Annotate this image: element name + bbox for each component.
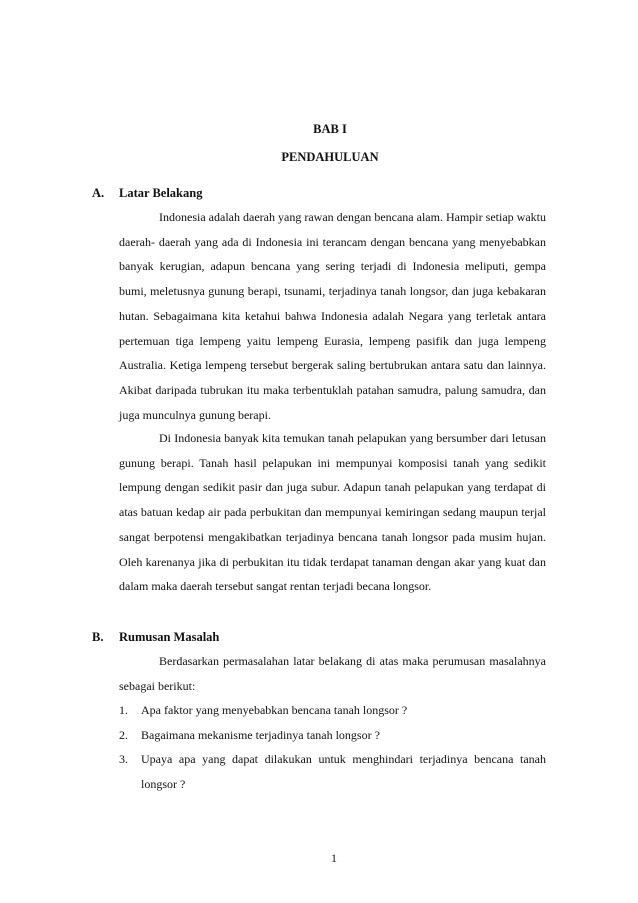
paragraph-rumusan-masalah: Berdasarkan permasalahan latar belakang di atas maka perumusan masalahnya sebagai berikut: xyxy=(119,654,546,693)
chapter-number: BAB I xyxy=(313,122,347,136)
section-heading-latar-belakang xyxy=(92,186,202,201)
chapter-title: PENDAHULUAN xyxy=(281,150,379,164)
list-item-text: Upaya apa yang dapat dilakukan untuk menghindari terjadinya bencana tanah longsor ? xyxy=(141,752,546,792)
section-letter: A. xyxy=(92,186,105,200)
list-item-number: 3. xyxy=(119,752,128,767)
section-letter: B. xyxy=(92,630,104,644)
problem-list xyxy=(119,698,546,797)
section-heading-rumusan-masalah xyxy=(92,630,219,645)
section-title: Rumusan Masalah xyxy=(119,630,220,644)
list-item-number: 1. xyxy=(119,703,128,717)
list-item-text: Bagaimana mekanisme terjadinya tanah longsor ? xyxy=(141,727,380,742)
list-item-number: 2. xyxy=(119,727,128,742)
page-number: 1 xyxy=(331,851,337,865)
list-item-text: Apa faktor yang menyebabkan bencana tanah longsor ? xyxy=(141,703,408,717)
list-item xyxy=(119,747,546,796)
list-item xyxy=(119,698,546,723)
section-title: Latar Belakang xyxy=(119,186,203,200)
list-item xyxy=(119,723,546,748)
paragraph-latar-belakang-1: Indonesia adalah daerah yang rawan dengan bencana alam. Hampir setiap waktu daerah- daerah yang ada di Indonesia ini terancam dengan bencana yang menyebabkan banyak kerugian, adapun bencana yang sering terjadi di Indonesia meliputi, gempa bumi, meletusnya gunung berapi, tsunami, terjadinya tanah longsor, dan juga kebakaran hutan. Sebagaimana kita ketahui bahwa Indonesia adalah Negara yang terletak antara pertemuan tiga lempeng yaitu lempeng Eurasia, lempeng pasifik dan juga lempeng Australia. Ketiga lempeng tersebut bergerak saling bertubrukan antara satu dan lainnya. Akibat daripada tubrukan itu maka terbentuklah patahan samudra, palung samudra, dan juga munculnya gunung berapi. xyxy=(119,210,546,422)
paragraph-latar-belakang-2: Di Indonesia banyak kita temukan tanah pelapukan yang bersumber dari letusan gunung berapi. Tanah hasil pelapukan ini mempunyai komposisi tanah yang sedikit lempung dengan sedikit pasir dan juga subur. Adapun tanah pelapukan yang terdapat di atas batuan kedap air pada perbukitan dan mempunyai kemiringan sedang maupun terjal sangat berpotensi mengakibatkan terjadinya bencana tanah longsor pada musim hujan. Oleh karenanya jika di perbukitan itu tidak terdapat tanaman dengan akar yang kuat dan dalam maka daerah tersebut sangat rentan terjadi becana longsor. xyxy=(119,431,546,594)
